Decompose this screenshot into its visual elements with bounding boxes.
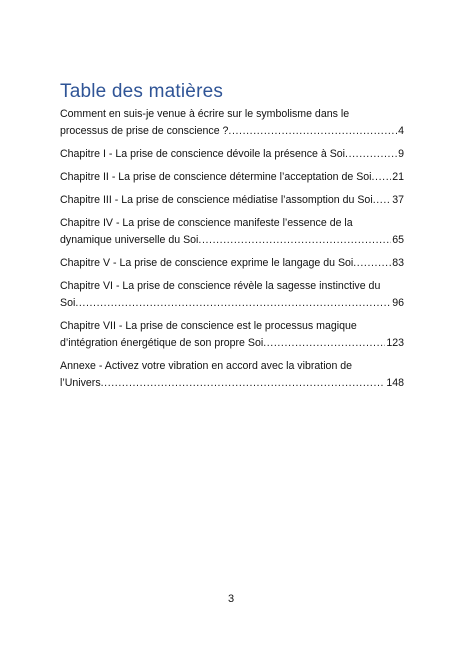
dot-leader: [372, 169, 392, 186]
toc-entry-text: dynamique universelle du Soi: [60, 234, 199, 246]
dot-leader: [373, 192, 392, 209]
page-number: 3: [227, 593, 235, 605]
dot-leader: [353, 255, 391, 272]
toc-entry-text: Chapitre I - La prise de conscience dévoile la présence à Soi: [60, 148, 346, 160]
toc-title: Table des matières: [60, 81, 224, 102]
toc-entry-text: Chapitre VII - La prise de conscience est le processus magique: [60, 320, 357, 332]
toc-page-number: 123: [386, 337, 404, 349]
toc-entry-text: Chapitre IV - La prise de conscience manifeste l’essence de la: [60, 217, 353, 229]
toc-entry-chapter-6[interactable]: [60, 278, 404, 312]
toc-page-number: 37: [392, 194, 404, 206]
toc-entry-text: processus de prise de conscience ?: [60, 125, 229, 137]
dot-leader: [198, 232, 391, 249]
dot-leader: [345, 146, 397, 163]
toc-entry-text: Chapitre V - La prise de conscience exprime le langage du Soi: [60, 257, 354, 269]
dot-leader: [75, 295, 391, 312]
dot-leader: [263, 335, 385, 352]
toc-page-number: 4: [398, 125, 404, 137]
toc-page-number: 65: [392, 234, 404, 246]
toc-page-number: 96: [392, 297, 404, 309]
toc-entry-chapter-1[interactable]: [60, 146, 404, 163]
dot-leader: [228, 123, 397, 140]
toc-page-number: 148: [386, 377, 404, 389]
toc-entry-text: Chapitre II - La prise de conscience détermine l’acceptation de Soi: [60, 171, 372, 183]
toc-entry-chapter-5[interactable]: [60, 255, 404, 272]
toc-entry-chapter-4[interactable]: [60, 215, 404, 249]
toc-entry-chapter-2[interactable]: [60, 169, 404, 186]
toc-entry-text: Annexe - Activez votre vibration en accord avec la vibration de: [60, 360, 353, 372]
toc-entry-text: d’intégration énergétique de son propre Soi: [60, 337, 264, 349]
toc-page-number: 83: [392, 257, 404, 269]
toc-entry-annex[interactable]: [60, 358, 404, 392]
toc-entry-text: Chapitre III - La prise de conscience médiatise l’assomption du Soi: [60, 194, 373, 206]
toc-entry-intro[interactable]: [60, 106, 404, 140]
toc-entry-text: l’Univers: [60, 377, 101, 389]
toc-entry-text: Comment en suis-je venue à écrire sur le symbolisme dans le: [60, 108, 350, 120]
toc-page-number: 9: [398, 148, 404, 160]
toc-entry-chapter-3[interactable]: [60, 192, 404, 209]
toc-entry-text: Chapitre VI - La prise de conscience révèle la sagesse instinctive du: [60, 280, 381, 292]
toc-page-number: 21: [392, 171, 404, 183]
toc-entry-chapter-7[interactable]: [60, 318, 404, 352]
dot-leader: [101, 375, 386, 392]
toc-list: [60, 106, 404, 398]
toc-entry-text: Soi: [60, 297, 76, 309]
